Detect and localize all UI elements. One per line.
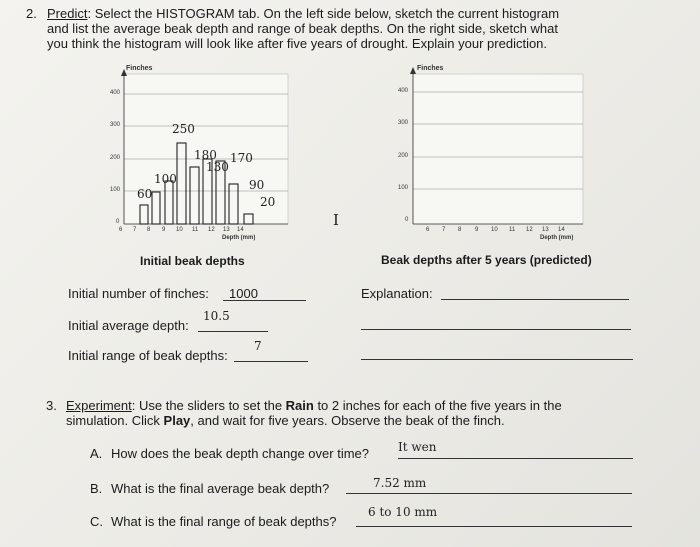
num-finches-value: 1000 xyxy=(229,286,258,301)
left-x-tick: 7 xyxy=(133,227,137,233)
avg-depth-label: Initial average depth: xyxy=(68,318,189,333)
explanation-line-3[interactable] xyxy=(361,359,633,360)
left-x-tick: 13 xyxy=(223,227,230,233)
left-chart-caption: Initial beak depths xyxy=(140,254,245,268)
handwritten-label: 20 xyxy=(260,195,276,209)
q3-C-text: What is the final range of beak depths? xyxy=(111,514,337,529)
q3-line1-a: : Use the sliders to set the xyxy=(131,398,286,413)
left-y-axis-label: Finches xyxy=(126,65,153,72)
explanation-line-1[interactable] xyxy=(441,299,629,300)
left-x-tick: 12 xyxy=(208,227,215,233)
right-y-tick: 400 xyxy=(398,88,409,94)
right-y-tick: 200 xyxy=(398,153,409,159)
handwritten-label: 90 xyxy=(249,178,265,192)
q3-line1-b: to 2 inches for each of the five years in the xyxy=(313,398,562,413)
right-y-tick: 300 xyxy=(398,120,409,126)
q3-line1-bold: Rain xyxy=(285,398,314,413)
right-x-tick: 13 xyxy=(542,227,549,233)
q3-prompt-line2 xyxy=(66,413,505,428)
handwritten-label: 170 xyxy=(230,151,253,165)
right-x-tick: 7 xyxy=(442,227,446,233)
initial-histogram xyxy=(110,64,290,242)
q3-A-text: How does the beak depth change over time? xyxy=(111,446,370,461)
predicted-histogram-plot xyxy=(395,64,585,242)
q3-B-label: B. xyxy=(90,481,103,496)
right-y-tick: 0 xyxy=(405,217,409,223)
handwritten-label: 60 xyxy=(137,187,153,201)
explanation-label: Explanation: xyxy=(361,286,433,301)
right-x-axis-label: Depth (mm) xyxy=(540,235,574,241)
left-x-tick: 11 xyxy=(192,227,199,233)
left-y-tick: 200 xyxy=(110,155,121,161)
left-x-tick: 8 xyxy=(147,227,151,233)
q3-B-line xyxy=(346,493,632,494)
left-y-tick: 300 xyxy=(110,122,121,128)
handwritten-label: 180 xyxy=(194,148,217,162)
q2-prompt-line1 xyxy=(47,6,559,21)
range-label: Initial range of beak depths: xyxy=(68,348,228,363)
handwritten-label: 130 xyxy=(206,160,229,174)
left-y-tick: 100 xyxy=(110,187,121,193)
avg-depth-value[interactable]: 10.5 xyxy=(203,309,230,323)
q2-text-line1: : Select the HISTOGRAM tab. On the left side below, sketch the current histogram xyxy=(87,6,560,21)
q2-number: 2. xyxy=(26,6,37,21)
predicted-histogram xyxy=(395,64,585,242)
num-finches-label: Initial number of finches: xyxy=(68,286,209,301)
q3-B-text: What is the final average beak depth? xyxy=(111,481,330,496)
range-value[interactable]: 7 xyxy=(254,339,262,353)
right-y-axis-label: Finches xyxy=(417,65,444,72)
right-x-tick: 14 xyxy=(558,227,565,233)
right-chart-caption: Beak depths after 5 years (predicted) xyxy=(381,253,592,267)
q3-line2-b: , and wait for five years. Observe the beak of the finch. xyxy=(190,413,505,428)
left-x-tick: 14 xyxy=(237,227,244,233)
right-x-tick: 8 xyxy=(458,227,462,233)
q3-title: Experiment xyxy=(66,398,132,413)
left-y-tick: 400 xyxy=(110,90,121,96)
q3-line2-a: simulation. Click xyxy=(66,413,164,428)
handwritten-label: 100 xyxy=(154,172,177,186)
right-x-tick: 12 xyxy=(526,227,533,233)
left-x-tick: 9 xyxy=(162,227,166,233)
left-x-tick: 10 xyxy=(176,227,183,233)
q2-text-line2: and list the average beak depth and range of beak depths. On the right side, sketch what xyxy=(47,21,558,36)
left-y-tick: 0 xyxy=(116,219,120,225)
q3-number: 3. xyxy=(46,398,57,413)
right-x-tick: 9 xyxy=(475,227,479,233)
q3-A-label: A. xyxy=(90,446,103,461)
right-y-tick: 100 xyxy=(398,185,409,191)
q3-line2-bold: Play xyxy=(163,413,191,428)
q3-A-line xyxy=(398,458,633,459)
range-line xyxy=(234,361,308,362)
explanation-line-2[interactable] xyxy=(361,329,631,330)
left-x-axis-label: Depth (mm) xyxy=(222,235,256,241)
q3-C-label: C. xyxy=(90,514,103,529)
right-x-tick: 11 xyxy=(509,227,516,233)
q2-text-line3: you think the histogram will look like after five years of drought. Explain your prediction. xyxy=(47,36,548,51)
q3-A-answer[interactable]: It wen xyxy=(398,440,437,454)
right-x-tick: 10 xyxy=(491,227,498,233)
q2-title: Predict xyxy=(47,6,88,21)
right-x-tick: 6 xyxy=(426,227,430,233)
text-cursor-icon: I xyxy=(333,211,339,229)
q3-C-line xyxy=(356,526,632,527)
q3-B-answer[interactable]: 7.52 mm xyxy=(373,476,427,490)
q3-C-answer[interactable]: 6 to 10 mm xyxy=(368,505,438,519)
handwritten-label: 250 xyxy=(172,122,195,136)
q3-prompt-line1 xyxy=(66,398,562,413)
left-x-tick: 6 xyxy=(119,227,123,233)
avg-depth-line xyxy=(198,331,268,332)
